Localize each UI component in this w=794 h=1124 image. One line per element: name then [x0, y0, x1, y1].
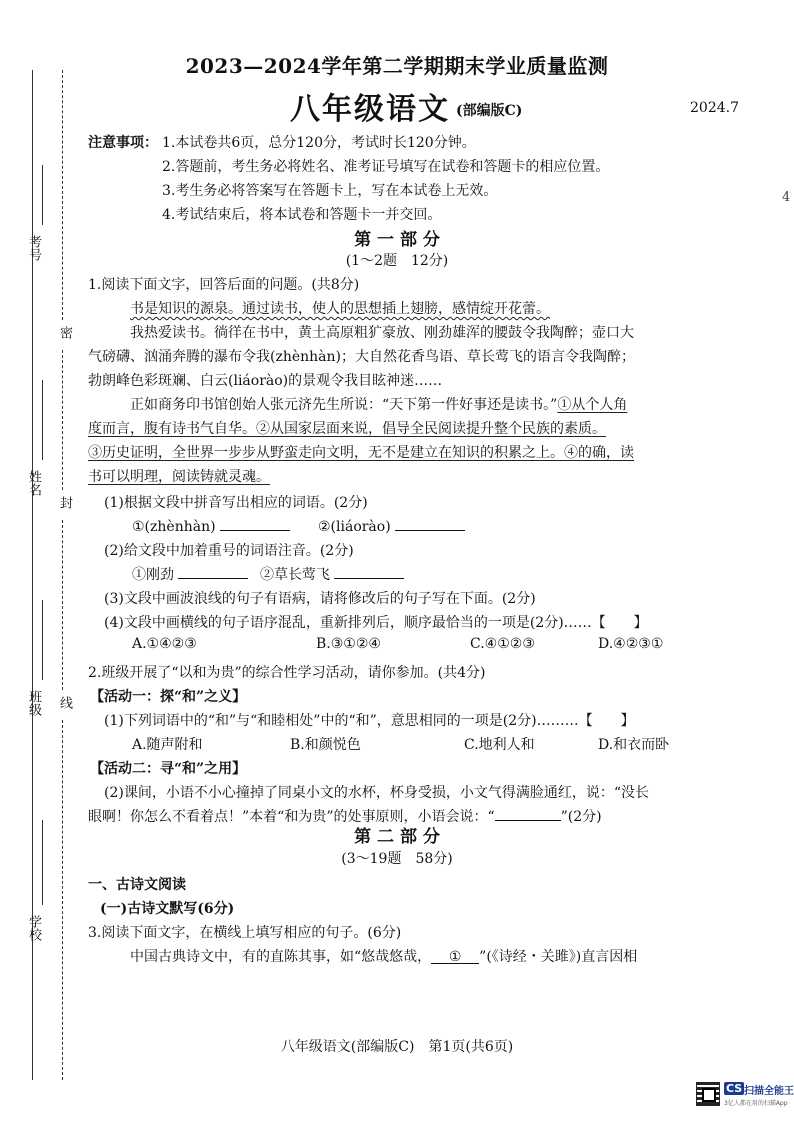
edition-label: (部编版C): [456, 103, 523, 119]
option-a[interactable]: A.①④②③: [132, 636, 197, 652]
q1-passage-line: 正如商务印书馆创始人张元济先生所说：“天下第一件好事还是读书。”: [130, 397, 558, 413]
seal-line-mid: [62, 350, 63, 490]
seal-xian: 线: [57, 696, 72, 709]
q1-underlined-sentence: 度而言，腹有诗书气自华。②从国家层面来说，倡导全民阅读提升整个民族的素质。: [88, 421, 606, 437]
q1-sub1: (1)根据文段中拼音写出相应的词语。(2分): [104, 495, 368, 511]
answer-blank[interactable]: [495, 806, 561, 821]
seal-line-top: [62, 70, 63, 320]
page-footer: 八年级语文(部编版C) 第1页(共6页): [280, 1039, 514, 1055]
q3-stem: 3.阅读下面文字，在横线上填写相应的句子。(6分): [88, 925, 402, 941]
answer-blank[interactable]: [220, 516, 290, 531]
part1-title: 第 一 部 分: [354, 230, 440, 250]
answer-blank[interactable]: [178, 564, 248, 579]
option-c[interactable]: C.地利人和: [464, 737, 535, 753]
q2-sub2-score: ”(2分): [560, 809, 602, 825]
option-c[interactable]: C.④①②③: [470, 636, 535, 652]
q2-sub2-line: 眼啊！你怎么不看着点！”本着“和为贵”的处事原则，小语会说：“: [88, 809, 495, 825]
q1-sub2-a: ①刚劲: [132, 567, 174, 583]
name-line: [42, 380, 43, 460]
qr-code-corner-icon: [702, 1088, 716, 1102]
notes-label: 注意事项：: [88, 135, 158, 151]
scanner-brand: 扫描全能王: [744, 1086, 794, 1097]
name-label: 姓名: [26, 470, 41, 496]
exam-title: 2023—2024学年第二学期期末学业质量监测: [185, 54, 609, 78]
subject-title: 八年级语文: [290, 92, 450, 127]
exam-no-line: [42, 165, 43, 225]
option-d[interactable]: D.④②③①: [598, 636, 664, 652]
q1-sub1-b: ②(liáorào): [318, 519, 391, 535]
option-b[interactable]: B.③①②④: [316, 636, 381, 652]
edge-mark: 4: [782, 190, 791, 205]
seal-line-bottom: [62, 720, 63, 1080]
q1-stem: 1.阅读下面文字，回答后面的问题。(共8分): [88, 277, 360, 293]
section1-title: 一、古诗文阅读: [88, 877, 186, 893]
scanner-logo-icon: CS: [726, 1082, 743, 1095]
q3-line: 中国古典诗文中，有的直陈其事，如“悠哉悠哉，: [130, 949, 432, 965]
answer-blank[interactable]: [395, 516, 465, 531]
exam-no-label: 考号: [26, 235, 41, 261]
q2-activity1: 【活动一：探“和”之义】: [90, 689, 247, 705]
q1-sub1-a: ①(zhènhàn): [132, 519, 216, 535]
q1-passage-p1: 书是知识的源泉。通过读书，使人的思想插上翅膀，感情绽开花蕾。: [130, 301, 550, 317]
seal-mi: 密: [57, 326, 72, 339]
q1-sub2-b: ②草长莺飞: [260, 567, 330, 583]
seal-line-lower: [62, 520, 63, 690]
part2-title: 第 二 部 分: [354, 827, 440, 847]
option-a[interactable]: A.随声附和: [132, 737, 203, 753]
q1-sub2: (2)给文段中加着重号的词语注音。(2分): [104, 543, 354, 559]
q1-passage-line: 气磅礴、汹涌奔腾的瀑布令我(zhènhàn)；大自然花香鸟语、草长莺飞的语言令我陶醉；: [88, 349, 635, 365]
answer-blank[interactable]: [334, 564, 404, 579]
class-line: [42, 600, 43, 680]
q1-underlined-sentence: ①从个人角: [557, 397, 628, 413]
q1-sub4: (4)文段中画横线的句子语序混乱，重新排列后，顺序最恰当的一项是(2分)……【 】: [104, 615, 648, 631]
seal-feng: 封: [57, 496, 72, 509]
note-item: 4.考试结束后，将本试卷和答题卡一并交回。: [162, 207, 442, 223]
option-d[interactable]: D.和衣而卧: [598, 737, 670, 753]
q2-sub2-line: (2)课间，小语不小心撞掉了同桌小文的水杯，杯身受损，小文气得满脸通红，说：“没长: [104, 785, 649, 801]
q1-underlined-sentence: ③历史证明，全世界一步步从野蛮走向文明，无不是建立在知识的积累之上。④的确，读: [88, 445, 634, 461]
answer-blank[interactable]: ①: [431, 949, 479, 964]
note-item: 2.答题前，考生务必将姓名、准考证号填写在试卷和答题卡的相应位置。: [162, 159, 610, 175]
class-label: 班级: [26, 690, 41, 716]
scanner-tagline: 3亿人都在用的扫描App: [724, 1100, 788, 1107]
part2-subtitle: (3～19题 58分): [341, 851, 453, 867]
q1-underlined-sentence: 书可以明理，阅读铸就灵魂。: [88, 469, 270, 485]
q1-passage-line: 我热爱读书。徜徉在书中，黄土高原粗犷豪放、刚劲雄浑的腰鼓令我陶醉；壶口大: [130, 325, 634, 341]
note-item: 3.考生务必将答案写在答题卡上，写在本试卷上无效。: [162, 183, 498, 199]
option-b[interactable]: B.和颜悦色: [290, 737, 361, 753]
q2-activity2: 【活动二：寻“和”之用】: [90, 761, 247, 777]
q2-stem: 2.班级开展了“以和为贵”的综合性学习活动，请你参加。(共4分): [88, 665, 486, 681]
part1-subtitle: (1～2题 12分): [345, 253, 449, 269]
q2-sub1: (1)下列词语中的“和”与“和睦相处”中的“和”，意思相同的一项是(2分)………【 】: [104, 713, 635, 729]
note-item: 1.本试卷共6页，总分120分，考试时长120分钟。: [162, 135, 476, 151]
q1-passage-line: 勃朗峰色彩斑斓、白云(liáorào)的景观令我目眩神迷……: [88, 373, 443, 389]
q1-sub3: (3)文段中画波浪线的句子有语病，请将修改后的句子写在下面。(2分): [104, 591, 536, 607]
section1-subtitle: (一)古诗文默写(6分): [100, 901, 235, 917]
exam-date: 2024.7: [690, 100, 739, 116]
school-label: 学校: [26, 915, 41, 941]
q3-line: ”(《诗经・关雎》)直言因相: [479, 949, 638, 965]
